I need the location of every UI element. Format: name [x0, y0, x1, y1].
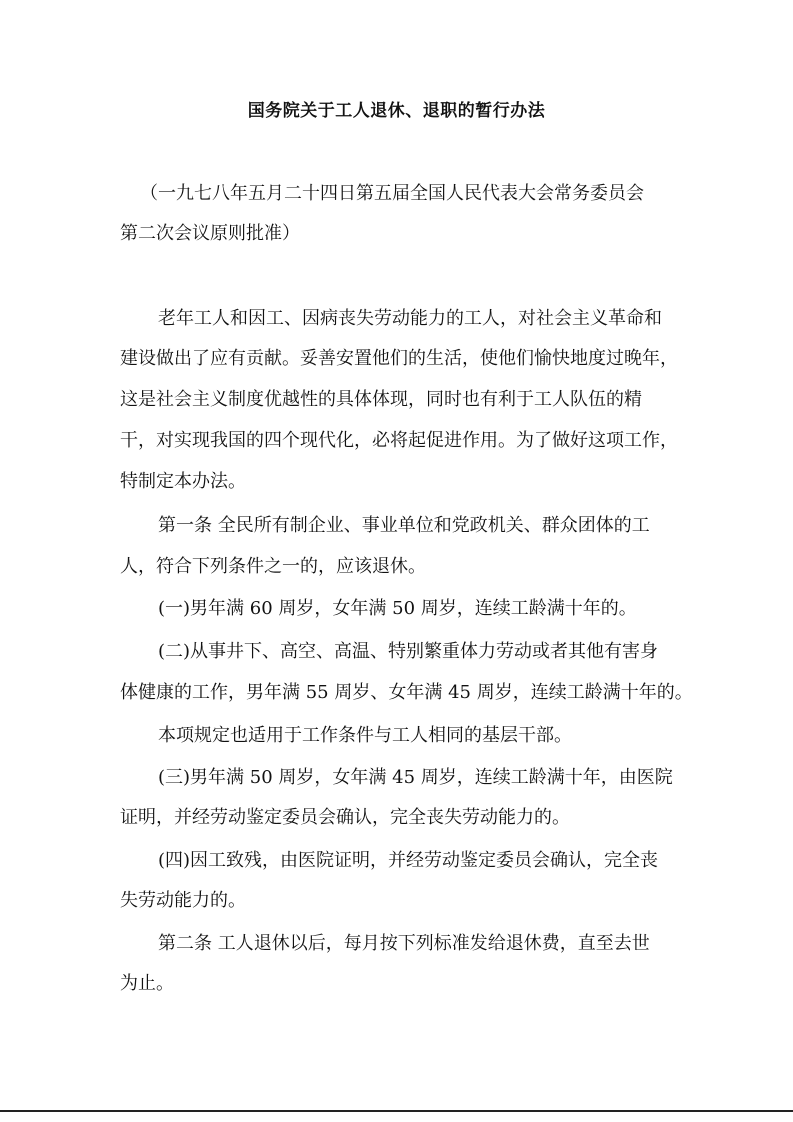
- approval-note-line-1: （一九七八年五月二十四日第五届全国人民代表大会常务委员会: [140, 183, 644, 204]
- clause-3-line: 证明，并经劳动鉴定委员会确认，完全丧失劳动能力的。: [120, 807, 570, 828]
- paragraph-line: 干，对实现我国的四个现代化，必将起促进作用。为了做好这项工作，: [120, 430, 678, 451]
- bottom-divider: [0, 1110, 793, 1112]
- article-1-line: 第一条 全民所有制企业、事业单位和党政机关、群众团体的工: [158, 515, 650, 536]
- article-2-line: 为止。: [120, 973, 174, 994]
- paragraph-line: 特制定本办法。: [120, 471, 246, 492]
- clause-2-note: 本项规定也适用于工作条件与工人相同的基层干部。: [158, 725, 572, 746]
- article-2-line: 第二条 工人退休以后，每月按下列标准发给退休费，直至去世: [158, 933, 650, 954]
- clause-1-line: (一)男年满 60 周岁，女年满 50 周岁，连续工龄满十年的。: [158, 598, 637, 619]
- document-title: 国务院关于工人退休、退职的暂行办法: [247, 101, 546, 121]
- clause-4-line: (四)因工致残，由医院证明，并经劳动鉴定委员会确认，完全丧: [158, 850, 659, 871]
- clause-3-line: (三)男年满 50 周岁，女年满 45 周岁，连续工龄满十年，由医院: [158, 767, 673, 788]
- approval-note-line-2: 第二次会议原则批准）: [120, 223, 300, 244]
- clause-2-line: 体健康的工作，男年满 55 周岁、女年满 45 周岁，连续工龄满十年的。: [120, 682, 693, 703]
- clause-2-line: (二)从事井下、高空、高温、特别繁重体力劳动或者其他有害身: [158, 641, 659, 662]
- article-1-line: 人，符合下列条件之一的，应该退休。: [120, 556, 426, 577]
- clause-4-line: 失劳动能力的。: [120, 890, 246, 911]
- paragraph-line: 建设做出了应有贡献。妥善安置他们的生活，使他们愉快地度过晚年，: [120, 348, 678, 369]
- paragraph-line: 老年工人和因工、因病丧失劳动能力的工人，对社会主义革命和: [158, 308, 662, 329]
- paragraph-line: 这是社会主义制度优越性的具体体现，同时也有利于工人队伍的精: [120, 389, 642, 410]
